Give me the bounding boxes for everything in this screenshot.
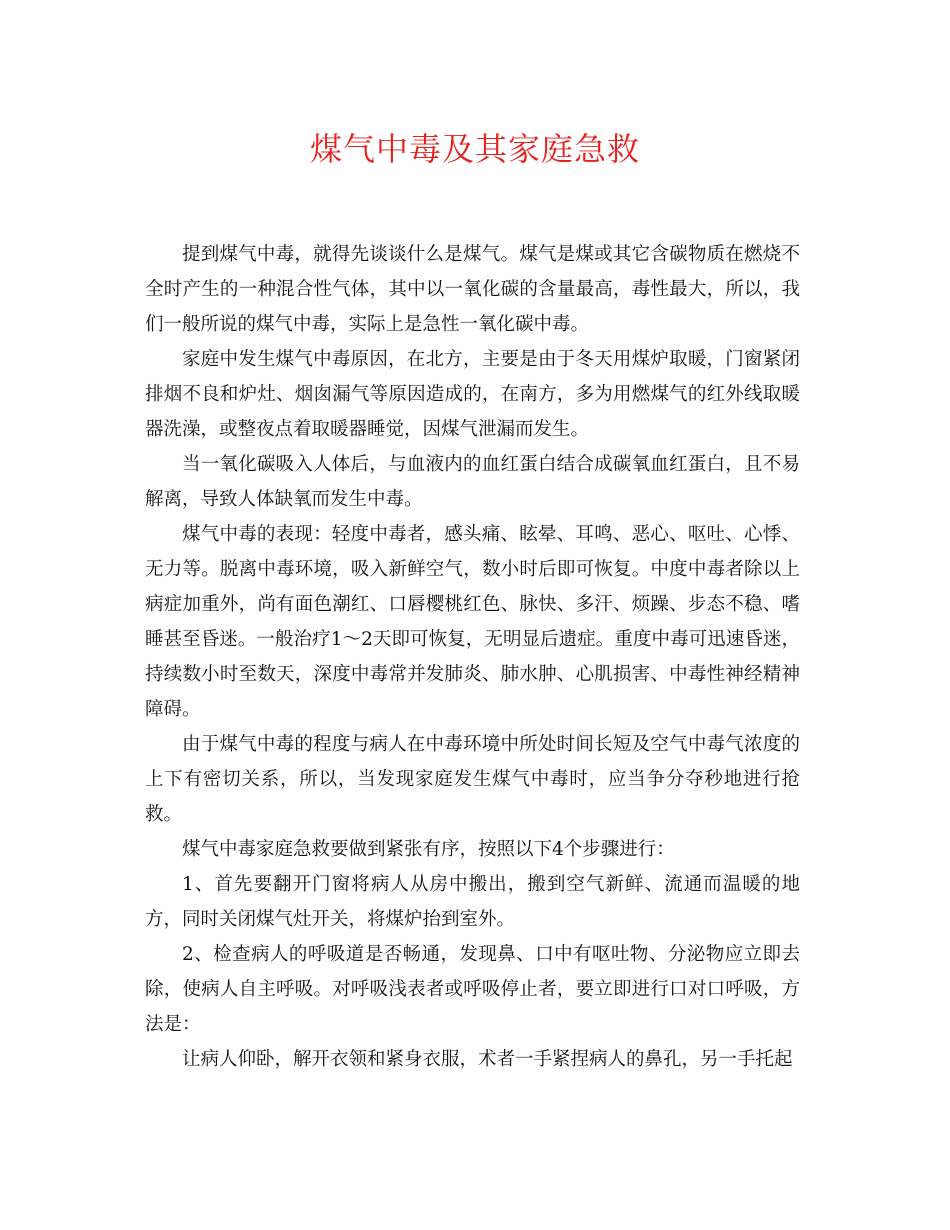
paragraph-9: 让病人仰卧，解开衣领和紧身衣服，术者一手紧捏病人的鼻孔，另一手托起 <box>182 1049 793 1070</box>
paragraph-8: 2、检查病人的呼吸道是否畅通，发现鼻、口中有呕吐物、分泌物应立即去除，使病人自主呼吸。对呼吸浅表者或呼吸停止者，要立即进行口对口呼吸，方法是： <box>145 944 800 1035</box>
paragraph-1: 提到煤气中毒，就得先谈谈什么是煤气。煤气是煤或其它含碳物质在燃烧不全时产生的一种混合性气体，其中以一氧化碳的含量最高，毒性最大，所以，我们一般所说的煤气中毒，实际上是急性一氧化碳中毒。 <box>145 244 800 335</box>
paragraph-2: 家庭中发生煤气中毒原因，在北方，主要是由于冬天用煤炉取暖，门窗紧闭排烟不良和炉灶、烟囱漏气等原因造成的，在南方，多为用燃煤气的红外线取暖器洗澡，或整夜点着取暖器睡觉，因煤气泄漏而发生。 <box>145 349 800 440</box>
paragraph-5: 由于煤气中毒的程度与病人在中毒环境中所处时间长短及空气中毒气浓度的上下有密切关系，所以，当发现家庭发生煤气中毒时，应当争分夺秒地进行抢救。 <box>145 734 800 825</box>
paragraph-4: 煤气中毒的表现：轻度中毒者，感头痛、眩晕、耳鸣、恶心、呕吐、心悸、无力等。脱离中毒环境，吸入新鲜空气，数小时后即可恢复。中度中毒者除以上病症加重外，尚有面色潮红、口唇樱桃红色、脉快、多汗、烦躁、步态不稳、嗜睡甚至昏迷。一般治疗1～2天即可恢复，无明显后遗症。重度中毒可迅速昏迷，持续数小时至数天，深度中毒常并发肺炎、肺水肿、心肌损害、中毒性神经精神障碍。 <box>145 524 800 720</box>
paragraph-6: 煤气中毒家庭急救要做到紧张有序，按照以下4个步骤进行： <box>182 839 675 860</box>
document-body <box>145 237 800 1077</box>
paragraph-3: 当一氧化碳吸入人体后，与血液内的血红蛋白结合成碳氧血红蛋白，且不易解离，导致人体缺氧而发生中毒。 <box>145 454 800 510</box>
paragraph-7: 1、首先要翻开门窗将病人从房中搬出，搬到空气新鲜、流通而温暖的地方，同时关闭煤气灶开关，将煤炉抬到室外。 <box>145 874 800 930</box>
document-title: 煤气中毒及其家庭急救 <box>309 130 640 168</box>
